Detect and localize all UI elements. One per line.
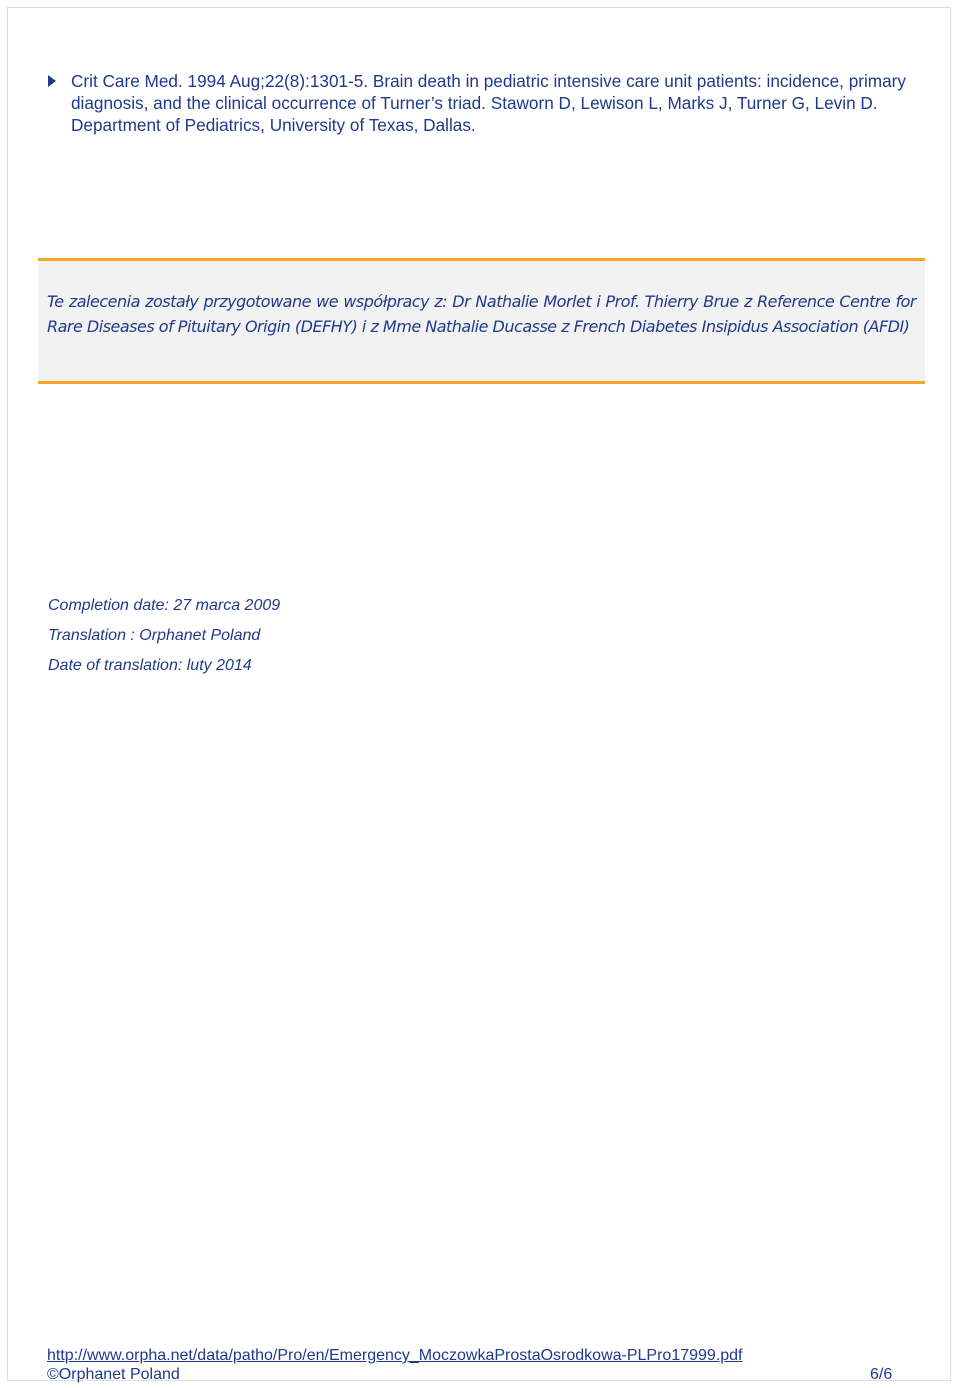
triangle-bullet-icon	[48, 75, 56, 87]
reference-text: Crit Care Med. 1994 Aug;22(8):1301-5. Brain death in pediatric intensive care unit patients: incidence, primary diagnosis, and the clinical occurrence of Turner’s triad. Staworn D, Lewison L, Marks J, Turner G, Levin D. Department of Pediatrics, University of Texas, Dallas.	[71, 71, 907, 135]
page-frame	[7, 7, 951, 1381]
collaboration-box	[38, 258, 925, 384]
footer-url-link[interactable]: http://www.orpha.net/data/patho/Pro/en/Emergency_MoczowkaProstaOsrodkowa-PLPro17999.pdf	[47, 1347, 743, 1364]
footer-copyright: ©Orphanet Poland	[47, 1366, 180, 1383]
completion-date: Completion date: 27 marca 2009	[48, 597, 281, 614]
translation-credit: Translation : Orphanet Poland	[48, 627, 261, 644]
reference-list-item	[48, 70, 908, 136]
page-number: 6/6	[870, 1366, 893, 1383]
translation-date: Date of translation: luty 2014	[48, 657, 252, 674]
collaboration-text: Te zalecenia zostały przygotowane we współpracy z: Dr Nathalie Morlet i Prof. Thierry Brue z Reference Centre for Rare Diseases of Pituitary Origin (DEFHY) i z Mme Nathalie Ducasse z French Diabetes Insipidus Association (AFDI)	[47, 292, 916, 336]
